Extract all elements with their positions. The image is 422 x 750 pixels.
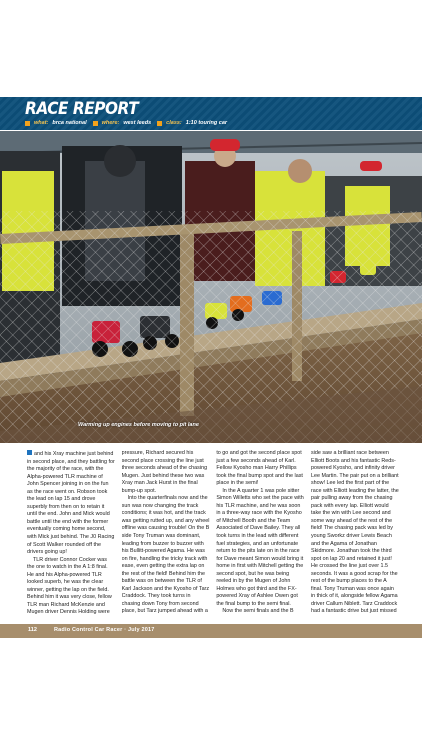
what-value: brca national bbox=[52, 120, 87, 126]
where-value: west leeds bbox=[123, 120, 152, 126]
bullet-square-icon bbox=[157, 121, 162, 126]
article-column-1 bbox=[27, 450, 115, 615]
where-label: where: bbox=[101, 120, 120, 126]
paragraph: Into the quarterfinals now and the sun was now changing the track conditions; it was hot, and the track was getting rutted up, and any wheel offline was causing trouble! On the B side Tony Truman was dominant, leading from buzzer to buzzer with his Bullitt-powered Agama. He was on fire, handling the tricky track with ease, even getting the extra lap on the rest of the field! Behind him the battle was on between the TLR of Karl Jackson and the Kyosho of Tarz Craddock. They took turns in chasing down Tony from second place, but Tarz jumped ahead with a bbox=[121, 495, 210, 615]
paragraph: to go and got the second place spot just a few seconds ahead of Karl. Fellow Kyosho man Harry Phillips took the final bump spot and the last place in the semi! bbox=[216, 450, 303, 487]
event-meta bbox=[25, 118, 231, 128]
pit-lane-photo-illustration bbox=[0, 131, 422, 443]
paragraph: In the A quarter 1 was pole sitter Simon Willetts who set the pace with his TLR machine, and he was soon in a three-way race with the Kyosho of Mitchell Booth and the Team Associated of Dave Bailey. They all took turns in the lead with different fuel strategies, and an unfortunate return to the pits late on in the race for Dave meant Simon would bring it home in first with Mitchell getting the second spot, but he was being reeled in by the Mugen of John Holmes who got third and the FX-powered Xray of Ashlee Owen got the final bump to the semi final. bbox=[216, 487, 304, 607]
page-footer bbox=[0, 624, 422, 638]
article-body bbox=[27, 450, 399, 615]
paragraph: and his Xray machine just behind in second place, and they battling for the majority of the race, with the Alpha-powered TLR machine of John Spencer joining in on the fun as the race went on. Robson took the lead on lap 15 and drove superbly from then on to retain it until the end. John and Mick would battle until the end with the former eventually coming home second, with Mick just behind. The J0 Racing of Scott Walker rounded off the drivers going up! bbox=[27, 451, 115, 556]
article-column-2 bbox=[122, 450, 210, 615]
paragraph: pressure, Richard secured his second place crossing the line just three seconds ahead of the chasing Mugen. Just behind these two was Xray man Jack Hurst in the final bump-up spot. bbox=[121, 450, 208, 494]
bullet-square-icon bbox=[93, 121, 98, 126]
article-column-4 bbox=[311, 450, 399, 615]
paragraph: side saw a brilliant race between Elliott Boots and his fantastic Reds-powered Kyosho, and infinity driver Lee Martin. The pair put on a brilliant show! Lee led the first part of the race with Elliott leading the latter, the pair pulling away from the chasing pack with every lap. Elliott would take the win with Lee second and some way ahead of the rest of the field! The chasing pack was led by young Sworkz driver Lewis Beach and the Agama of Jonathan Skidmore. Jonathan took the third spot on lap 20 and retained it just! He crossed the line just over 1.5 seconds. It was a good scrap for the rest of the bump places to the A final. Tony Truman was once again in thick of it, alongside fellow Agama driver Callum Niblett. Tarz Craddock had a fantastic drive but just missed bbox=[310, 450, 399, 615]
race-photo bbox=[0, 131, 422, 443]
class-label: class: bbox=[166, 120, 182, 126]
class-value: 1:10 touring car bbox=[185, 120, 228, 126]
bullet-square-icon bbox=[25, 121, 30, 126]
dropcap-square-icon bbox=[27, 450, 32, 455]
photo-caption: Warming up engines before moving to pit lane bbox=[78, 422, 199, 428]
paragraph: TLR driver Connor Cocker was the one to watch in the A 1:8 final. He and his Alpha-powered TLR looked superb, he was the clear winner, getting the lap on the field. Behind him it was very close, fellow TLR man Richard McKenzie and Mugen driver Dennis Holding were bbox=[27, 556, 112, 615]
what-label: what: bbox=[34, 120, 49, 126]
race-report-banner bbox=[0, 97, 422, 130]
magazine-name: Radio Control Car Racer · July 2017 bbox=[54, 627, 155, 633]
section-title: RACE REPORT bbox=[25, 99, 139, 119]
paragraph: Now the semi finals and the B bbox=[222, 608, 294, 615]
page-number: 112 bbox=[28, 627, 37, 633]
article-column-3 bbox=[216, 450, 304, 615]
